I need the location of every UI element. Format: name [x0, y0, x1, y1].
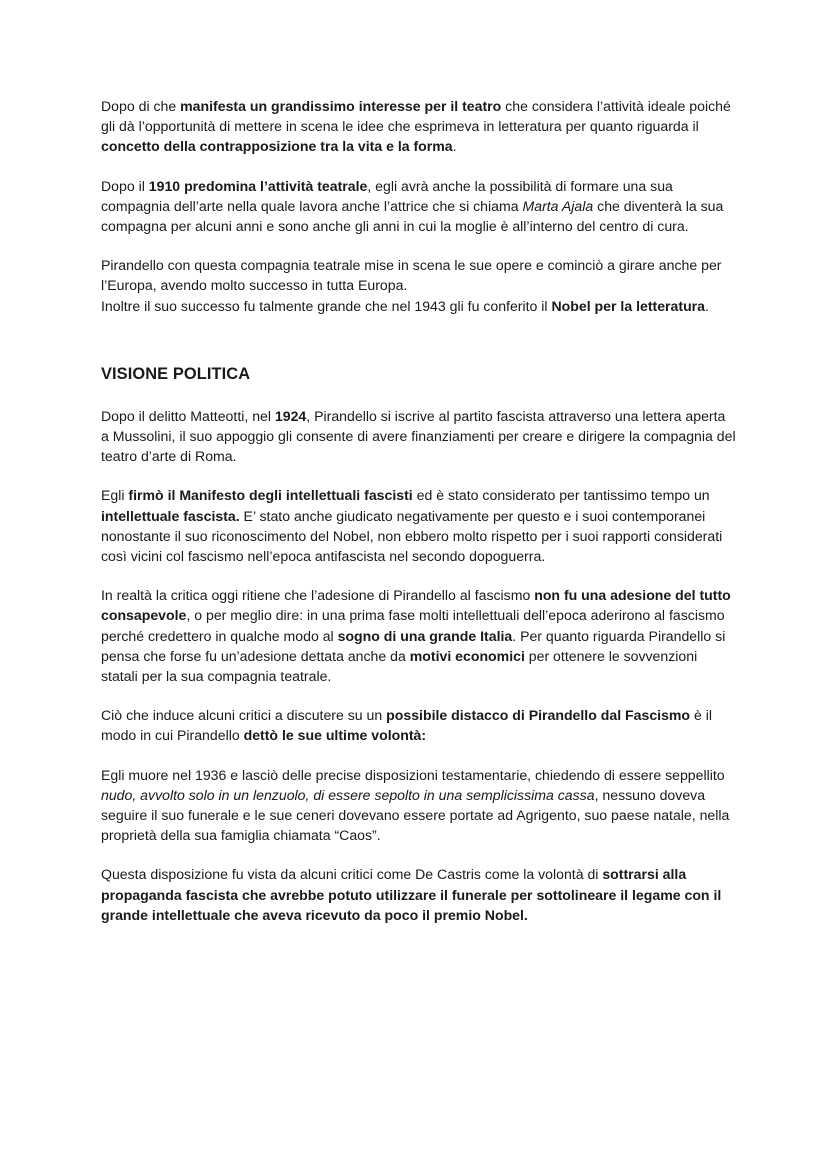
paragraph [101, 96, 737, 157]
text-run: che diventerà la sua compagna per alcuni anni e sono anche gli anni in cui la moglie è all’interno del centro di cura. [101, 197, 724, 235]
text-run: Dopo di che [101, 98, 181, 114]
text-run: ed è stato considerato per tantissimo tempo un [412, 487, 710, 504]
bold-text: sogno di una grande Italia [337, 627, 513, 644]
text-run: Dopo il delitto Matteotti, nel [101, 407, 275, 424]
text-run: è il modo in cui Pirandello [101, 707, 712, 744]
bold-text: 1910 predomina l’attività teatrale [148, 177, 368, 194]
text-run: , o per meglio dire: in una prima fase molti intellettuali dell’epoca aderirono al fascismo perché credettero in qualche modo al [101, 607, 725, 644]
paragraph [101, 864, 737, 925]
section-heading: VISIONE POLITICA [101, 364, 251, 383]
text-run: . [705, 297, 709, 314]
text-run: Dopo il [101, 177, 149, 194]
text-run: Inoltre il suo successo fu talmente grande che nel 1943 gli fu conferito il [101, 297, 552, 314]
text-run: E’ stato anche giudicato negativamente per questo e i suoi contemporanei nonostante il suo riconoscimento del Nobel, non ebbero molto rispetto per i suoi rapporti considerati così vicini col fascismo nell’epoca antifascista nel secondo dopoguerra. [101, 507, 723, 565]
text-run: In realtà la critica oggi ritiene che l’adesione di Pirandello al fascismo [101, 587, 535, 604]
bold-text: Nobel per la letteratura [551, 297, 705, 314]
bold-text: dettò le sue ultime volontà: [243, 727, 427, 744]
bold-text: manifesta un grandissimo interesse per il teatro [180, 98, 502, 114]
bold-text: concetto della contrapposizione tra la vita e la forma [101, 138, 453, 155]
italic-text: nudo, avvolto solo in un lenzuolo, di essere sepolto in una semplicissima cassa [101, 786, 595, 803]
paragraph [101, 255, 737, 295]
text-run: Ciò che induce alcuni critici a discutere su un [101, 707, 387, 724]
text-run: , Pirandello si iscrive al partito fascista attraverso una lettera aperta a Mussolini, il suo appoggio gli consente di avere finanziamenti per creare e dirigere la compagnia del teatro d’arte di Roma. [101, 407, 736, 465]
bold-text: firmò il Manifesto degli intellettuali fascisti [128, 487, 413, 504]
bold-text: 1924 [274, 407, 307, 424]
bold-text: possibile distacco di Pirandello dal Fascismo [386, 707, 691, 724]
text-run: che considera l’attività ideale poiché gli dà l’opportunità di mettere in scena le idee che esprimeva in letteratura per quanto riguarda il [101, 98, 731, 135]
text-run: . Per quanto riguarda Pirandello si pensa che forse fu un’adesione dettata anche da [101, 627, 726, 664]
paragraph [101, 406, 737, 467]
text-run: , nessuno doveva seguire il suo funerale e le sue ceneri dovevano essere portate ad Agrigento, suo paese natale, nella proprietà della sua famiglia chiamata “Caos”. [101, 786, 730, 844]
paragraph [101, 485, 737, 566]
document-body [101, 96, 737, 944]
text-run: Egli muore nel 1936 e lasciò delle precise disposizioni testamentarie, chiedendo di essere seppellito [101, 766, 725, 783]
paragraph [101, 296, 737, 316]
paragraph [101, 765, 737, 846]
paragraph [101, 585, 737, 686]
paragraph [101, 705, 737, 745]
bold-text: motivi economici [409, 647, 525, 664]
text-run: Egli [101, 487, 129, 504]
italic-text: Marta Ajala [522, 197, 594, 214]
bold-text: intellettuale fascista. [101, 507, 240, 524]
bold-text: non fu una adesione del tutto consapevole [101, 587, 731, 624]
text-run: Questa disposizione fu vista da alcuni critici come De Castris come la volontà di [101, 866, 603, 883]
intro-section [101, 96, 737, 316]
text-run: per ottenere le sovvenzioni statali per la sua compagnia teatrale. [101, 647, 698, 685]
text-run: , egli avrà anche la possibilità di formare una sua compagnia dell’arte nella quale lavora anche l’attrice che si chiama [101, 177, 673, 214]
paragraph [101, 176, 737, 237]
text-run: . [452, 138, 457, 155]
text-run: Pirandello con questa compagnia teatrale mise in scena le sue opere e cominciò a girare anche per l’Europa, avendo molto successo in tutta Europa. [101, 257, 722, 294]
bold-text: sottrarsi alla propaganda fascista che avrebbe potuto utilizzare il funerale per sottolineare il legame con il grande intellettuale che aveva ricevuto da poco il premio Nobel. [101, 866, 722, 923]
political-vision-section [101, 406, 737, 925]
